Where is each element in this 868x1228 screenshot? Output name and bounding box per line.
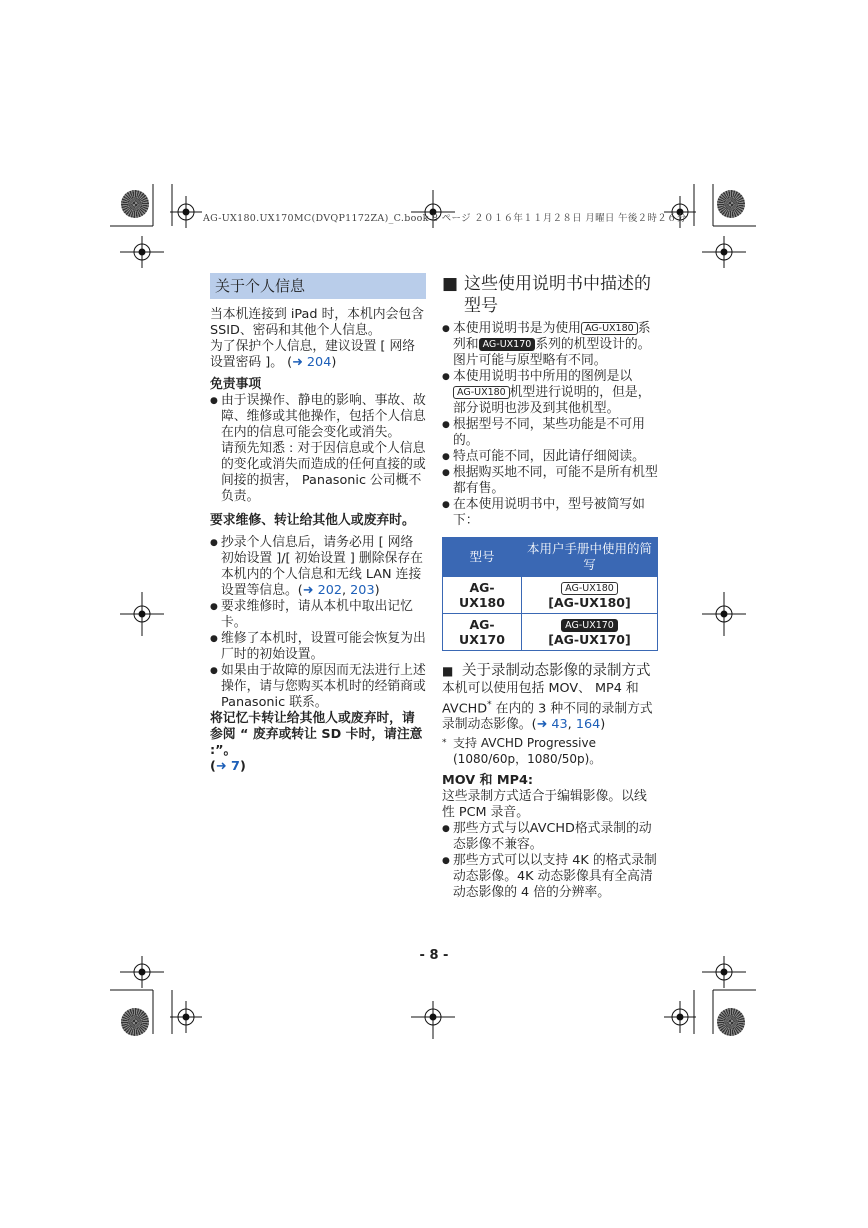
list-item [210, 393, 426, 441]
repair-title: 要求维修、转让给其他人或废弃时。 [210, 513, 415, 528]
separator: , [567, 717, 576, 733]
card-title-text: 将记忆卡转让给其他人或废弃时，请参阅 “ 废弃或转让 SD 卡时，请注意 :”。 [210, 711, 423, 758]
disclaimer-note-text: 请预先知悉 : 对于因信息或个人信息的变化或消失而造成的任何直接的或间接的损害， Panasonic 公司概不负责。 [221, 441, 426, 504]
list-item [442, 449, 658, 465]
card-title [210, 711, 426, 775]
list-item-text: 那些方式可以以支持 4K 的格式录制动态影像。4K 动态影像具有全高清动态影像的 4 倍的分辨率。 [453, 853, 657, 901]
list-item-text: 根据购买地不同，可能不是所有机型都有售。 [453, 465, 658, 496]
model-table [442, 537, 658, 651]
list-item-text: 在本使用说明书中，型号被简写如下： [453, 497, 645, 528]
bullet-icon: ● [210, 666, 218, 676]
table-cell-model: AG-UX180 [443, 577, 522, 614]
list-item-text: 抄录个人信息后，请务必用 [ 网络初始设置 ]/[ 初始设置 ] 删除保存在本机内的个人信息和无线 LAN 连接设置等信息。( [221, 535, 423, 598]
table-row [443, 614, 658, 651]
list-item [210, 631, 426, 663]
square-bullet-icon: ■ [442, 274, 459, 294]
footnote-marker: * [487, 700, 492, 710]
section-heading-models [442, 273, 658, 317]
model-badge-ux170: AG-UX170 [479, 338, 536, 351]
list-item [210, 663, 426, 711]
list-item-text: 如果由于故障的原因而无法进行上述操作，请与您购买本机时的经销商或 Panasonic 联系。 [221, 663, 426, 710]
list-item [442, 465, 658, 497]
bullet-icon: ● [210, 538, 218, 548]
page-link-203[interactable]: 203 [350, 583, 375, 598]
square-bullet-icon: ■ [442, 664, 454, 678]
disclaimer-title: 免责事项 [210, 377, 262, 392]
list-item [442, 821, 658, 853]
page-link-202[interactable]: 202 [313, 583, 343, 598]
list-item-text: 根据型号不同，某些功能是不可用的。 [453, 417, 645, 448]
separator: , [342, 583, 351, 598]
disclaimer-note [210, 441, 426, 505]
list-item-text: 要求维修时，请从本机中取出记忆卡。 [221, 599, 413, 630]
footnote [442, 735, 658, 767]
section-heading-recording [442, 661, 658, 681]
list-item [442, 321, 658, 369]
bullet-icon: ● [442, 500, 450, 510]
bullet-icon: ● [210, 602, 218, 612]
bullet-icon: ● [442, 452, 450, 462]
footnote-text: 支持 AVCHD Progressive (1080/60p，1080/50p)。 [453, 736, 602, 767]
table-row [443, 577, 658, 614]
paren-close: ) [600, 717, 606, 733]
paren-open: ( [210, 759, 216, 774]
right-column [442, 273, 658, 901]
list-item-text: 系列和 [453, 321, 651, 352]
list-item-text: 本使用说明书是为使用 [453, 321, 581, 336]
bullet-icon: ● [210, 396, 218, 406]
section-title-personal-info: 关于个人信息 [210, 273, 426, 299]
list-item [442, 369, 658, 417]
list-item-text: 本使用说明书中所用的图例是以 [453, 369, 633, 384]
table-header-model: 型号 [443, 538, 522, 577]
registration-mark-bottom-left [121, 1008, 149, 1036]
list-item [442, 417, 658, 449]
paragraph-text: 在内的 3 种不同的录制方式录制动态影像。( [442, 701, 653, 733]
bullet-icon: ● [210, 634, 218, 644]
bullet-icon: ● [442, 372, 450, 382]
model-badge-ux170: AG-UX170 [561, 619, 618, 632]
list-item-text: 由于误操作、静电的影响、事故、故障、维修或其他操作，包括个人信息在内的信息可能会变化或消失。 [221, 393, 426, 440]
model-badge-ux180: AG-UX180 [581, 322, 638, 335]
list-item [210, 535, 426, 599]
registration-mark-top-left [121, 190, 149, 218]
page-link-43[interactable]: 43 [547, 717, 568, 733]
model-badge-ux180: AG-UX180 [561, 582, 618, 595]
left-column [210, 273, 426, 775]
list-item-text: 维修了本机时，设置可能会恢复为出厂时的初始设置。 [221, 631, 426, 662]
bullet-icon: ● [442, 420, 450, 430]
intro-paragraph: 当本机连接到 iPad 时，本机内会包含 SSID、密码和其他个人信息。 [210, 307, 424, 338]
table-header-row [443, 538, 658, 577]
list-item-text: 特点可能不同，因此请仔细阅读。 [453, 449, 645, 464]
arrow-icon: ➜ [302, 583, 314, 598]
table-cell-abbrev [522, 577, 658, 614]
table-header-abbrev: 本用户手册中使用的简写 [522, 538, 658, 577]
mov-title: MOV 和 MP4: [442, 773, 534, 789]
recording-paragraph [442, 681, 658, 733]
list-item-text: 系列的机型设计的。图片可能与原型略有不同。 [453, 337, 651, 368]
arrow-icon: ➜ [215, 759, 227, 774]
list-item [442, 497, 658, 529]
registration-mark-top-right [717, 190, 745, 218]
arrow-icon: ➜ [292, 355, 303, 370]
print-header: AG-UX180.UX170MC(DVQP1172ZA)_C.book 8 ページ ２０１６年１１月２８日 月曜日 午後２時２６分 [203, 213, 687, 224]
page-link-164[interactable]: 164 [575, 717, 601, 733]
list-item-text: 那些方式与以AVCHD格式录制的动态影像不兼容。 [453, 821, 652, 853]
paren-close: ) [374, 583, 380, 598]
intro2-text: 为了保护个人信息，建议设置 [ 网络设置密码 ]。 ( [210, 339, 416, 370]
paren-close: ) [239, 759, 246, 774]
table-cell-abbrev [522, 614, 658, 651]
abbrev-text: [AG-UX180] [548, 595, 631, 610]
bullet-icon: ● [442, 324, 450, 334]
bullet-icon: ● [442, 856, 450, 867]
paren-close: ) [331, 355, 337, 370]
list-item-text: 机型进行说明的，但是，部分说明也涉及到其他机型。 [453, 385, 651, 416]
page-link-7[interactable]: 7 [226, 759, 240, 774]
paragraph-text: 本机可以使用包括 MOV、 MP4 和 AVCHD [442, 681, 639, 717]
abbrev-text: [AG-UX170] [548, 632, 631, 647]
footnote-star: * [442, 738, 447, 749]
intro-paragraph-2 [210, 339, 426, 371]
heading-text: 这些使用说明书中描述的型号 [464, 274, 651, 316]
table-cell-model: AG-UX170 [443, 614, 522, 651]
bullet-icon: ● [442, 824, 450, 835]
registration-mark-bottom-right [717, 1008, 745, 1036]
bullet-icon: ● [442, 468, 450, 478]
mov-paragraph: 这些录制方式适合于编辑影像。以线性 PCM 录音。 [442, 789, 647, 821]
page-number: - 8 - [419, 948, 449, 963]
list-item [442, 853, 658, 901]
model-badge-ux180: AG-UX180 [453, 386, 510, 399]
arrow-icon: ➜ [536, 717, 548, 733]
page-link-204[interactable]: 204 [302, 355, 332, 370]
list-item [210, 599, 426, 631]
heading-text: 关于录制动态影像的录制方式 [462, 663, 651, 679]
